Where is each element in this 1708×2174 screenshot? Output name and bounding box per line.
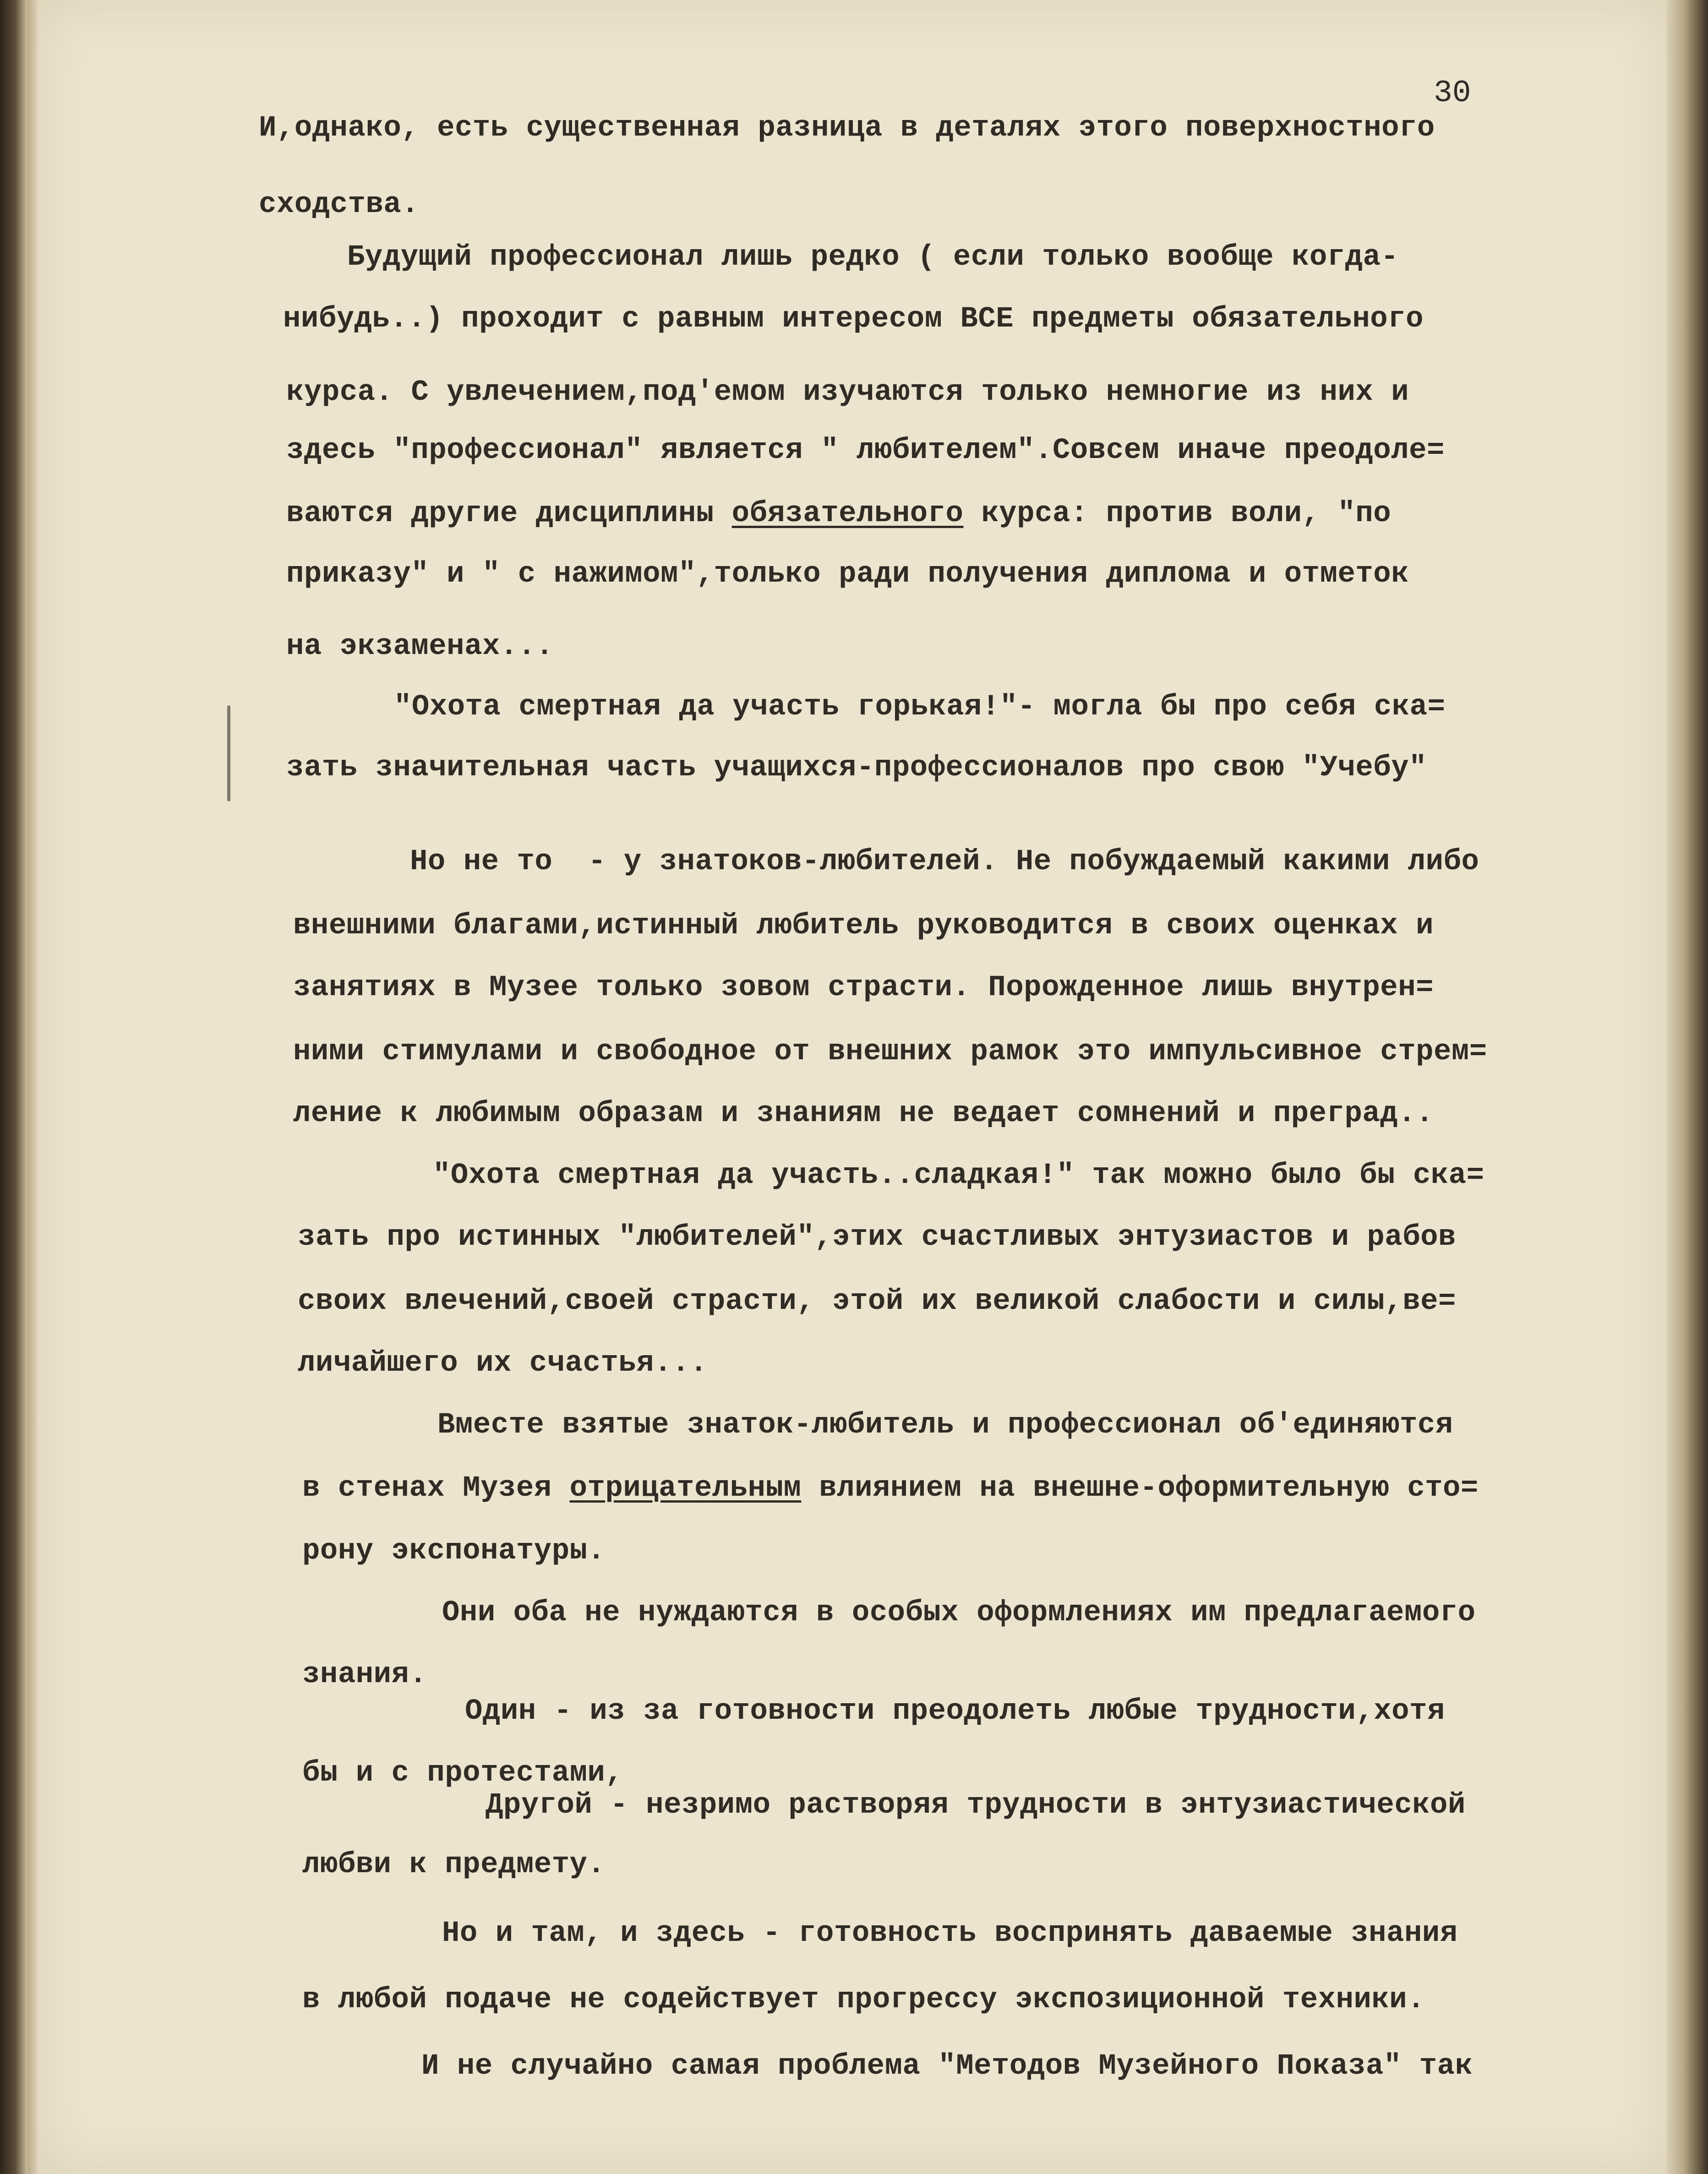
- page-number: 30: [1434, 76, 1471, 111]
- text-segment: ваются другие дисциплины: [286, 497, 732, 530]
- text-segment: влиянием на внешне-оформительную сто=: [801, 1472, 1479, 1505]
- left-binding: [0, 0, 27, 2174]
- left-page-edge: [27, 0, 38, 2174]
- margin-pencil-mark: [227, 705, 230, 801]
- text-line: Но и там, и здесь - готовность воспринять даваемые знания: [442, 1917, 1458, 1950]
- text-segment: курса: против воли, "по: [963, 497, 1392, 530]
- text-line: приказу" и " с нажимом",только ради получения диплома и отметок: [286, 558, 1409, 591]
- text-line: рону экспонатуры.: [302, 1535, 606, 1568]
- text-line: знания.: [302, 1658, 427, 1691]
- text-line: "Охота смертная да участь горькая!"- могла бы про себя ска=: [394, 691, 1446, 724]
- right-page-edge: [1667, 0, 1708, 2174]
- text-line: нибудь..) проходит с равным интересом ВСЕ предметы обязательного: [283, 303, 1424, 336]
- text-line: внешними благами,истинный любитель руководится в своих оценках и: [293, 910, 1434, 943]
- text-line: Но не то - у знатоков-любителей. Не побуждаемый какими либо: [410, 845, 1479, 878]
- text-line: [302, 1474, 1479, 1503]
- text-line: Другой - незримо растворяя трудности в энтузиастической: [486, 1789, 1466, 1822]
- text-line: Они оба не нуждаются в особых оформлениях им предлагаемого: [442, 1596, 1476, 1629]
- text-line: своих влечений,своей страсти, этой их великой слабости и силы,ве=: [298, 1285, 1456, 1318]
- underlined-word: отрицательным: [569, 1472, 802, 1505]
- text-line: здесь "профессионал" является " любителем".Совсем иначе преодоле=: [286, 434, 1445, 467]
- text-line: зать значительная часть учащихся-профессионалов про свою "Учебу": [286, 752, 1427, 785]
- text-line: "Охота смертная да участь..сладкая!" так можно было бы ска=: [433, 1159, 1484, 1192]
- text-line: Один - из за готовности преодолеть любые трудности,хотя: [465, 1695, 1445, 1728]
- text-line: зать про истинных "любителей",этих счастливых энтузиастов и рабов: [298, 1221, 1456, 1254]
- text-line: любви к предмету.: [302, 1848, 606, 1881]
- text-line: [286, 499, 1391, 529]
- text-line: И,однако, есть существенная разница в деталях этого поверхностного: [259, 112, 1435, 145]
- text-segment: в стенах Музея: [302, 1472, 570, 1505]
- text-line: И не случайно самая проблема "Методов Музейного Показа" так: [421, 2050, 1473, 2083]
- text-line: бы и с протестами,: [302, 1757, 623, 1790]
- text-line: ление к любимым образам и знаниям не ведает сомнений и преград..: [293, 1097, 1434, 1130]
- text-line: занятиях в Музее только зовом страсти. Порожденное лишь внутрен=: [293, 971, 1434, 1004]
- text-line: Будущий профессионал лишь редко ( если только вообще когда-: [347, 241, 1399, 274]
- underlined-word: обязательного: [731, 497, 964, 530]
- text-line: Вместе взятые знаток-любитель и профессионал об'единяются: [437, 1409, 1453, 1442]
- text-line: сходства.: [259, 188, 420, 221]
- text-line: ними стимулами и свободное от внешних рамок это импульсивное стрем=: [293, 1035, 1487, 1068]
- text-line: на экзаменах...: [286, 630, 554, 663]
- text-line: в любой подаче не содействует прогрессу экспозиционной техники.: [302, 1983, 1425, 2016]
- text-line: курса. С увлечением,под'емом изучаются только немногие из них и: [286, 376, 1409, 409]
- text-line: личайшего их счастья...: [298, 1347, 708, 1380]
